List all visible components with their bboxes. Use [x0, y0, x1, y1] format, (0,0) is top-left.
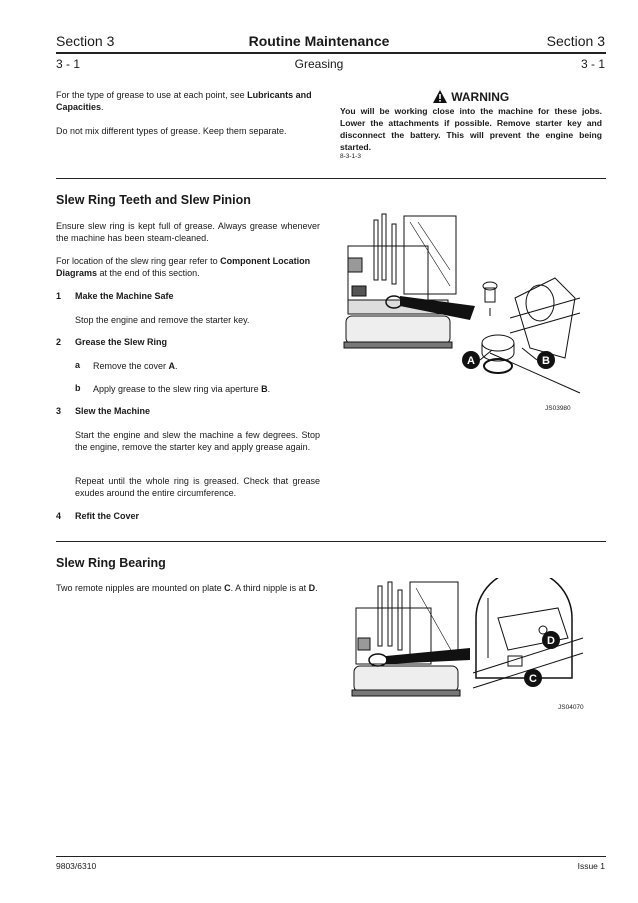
warning-text: You will be working close into the machine for these jobs. Lower the attachments if possible. Remove starter key and disconnect the battery. This will prevent the engine being started.: [340, 106, 602, 152]
slew-teeth-paragraph-2: For location of the slew ring gear refer to Component Location Diagrams at the end of this section.: [56, 256, 311, 278]
callout-b: B: [542, 355, 550, 367]
figure-ref-1: JS03980: [545, 405, 571, 412]
step-1-title: Make the Machine Safe: [75, 291, 174, 301]
figure-ref-2: JS04070: [558, 704, 584, 711]
step-1-number: 1: [56, 291, 62, 301]
callout-a: A: [467, 355, 475, 367]
document-number: 9803/6310: [56, 861, 97, 871]
slew-teeth-paragraph-1: Ensure slew ring is kept full of grease. Always grease whenever the machine has been steam-cleaned.: [56, 221, 320, 243]
section-heading-slew-teeth: Slew Ring Teeth and Slew Pinion: [56, 193, 251, 207]
callout-d: D: [547, 635, 555, 647]
section-divider-2: [56, 541, 606, 542]
step-4-number: 4: [56, 511, 62, 521]
slew-bearing-figure: [348, 578, 588, 708]
section-heading-slew-bearing: Slew Ring Bearing: [56, 556, 166, 570]
step-3-text-1: Start the engine and slew the machine a few degrees. Stop the engine, remove the starter key and apply grease again.: [75, 430, 320, 452]
section-label-right: Section 3: [546, 33, 605, 49]
step-2-title: Grease the Slew Ring: [75, 337, 168, 347]
warning-header: [340, 88, 602, 106]
footer-rule: [56, 856, 606, 857]
step-3-title: Slew the Machine: [75, 406, 151, 416]
lubricants-reference: Lubricants and Capacities: [56, 90, 312, 112]
component-location-reference: Component Location Diagrams: [56, 256, 311, 278]
page-title: Routine Maintenance: [248, 33, 390, 49]
header-rule: [56, 52, 606, 54]
section-divider-1: [56, 178, 606, 179]
warning-title: WARNING: [451, 90, 510, 104]
step-2a-letter: a: [75, 360, 81, 370]
step-4-title: Refit the Cover: [75, 511, 140, 521]
page-number-right: 3 - 1: [580, 57, 605, 71]
step-2b-text: Apply grease to the slew ring via aperture B.: [93, 384, 271, 394]
slew-bearing-paragraph: Two remote nipples are mounted on plate C. A third nipple is at D.: [56, 583, 318, 593]
warning-triangle-icon: [433, 90, 447, 103]
step-2-number: 2: [56, 337, 62, 347]
page-subtitle: Greasing: [294, 57, 344, 71]
step-2b-letter: b: [75, 383, 81, 393]
section-label-left: Section 3: [56, 33, 115, 49]
step-3-number: 3: [56, 406, 62, 416]
step-2a-text: Remove the cover A.: [93, 361, 178, 371]
intro-paragraph-2: Do not mix different types of grease. Keep them separate.: [56, 126, 287, 136]
issue-number: Issue 1: [577, 861, 605, 871]
warning-reference: 8-3-1-3: [340, 153, 361, 160]
intro-paragraph-1: For the type of grease to use at each point, see Lubricants and Capacities.: [56, 90, 312, 112]
step-3-text-2: Repeat until the whole ring is greased. Check that grease exudes around the entire circumference.: [75, 476, 320, 498]
slew-teeth-figure: [340, 208, 585, 413]
page-number-left: 3 - 1: [56, 57, 81, 71]
step-1-text: Stop the engine and remove the starter key.: [75, 315, 250, 325]
callout-c: C: [529, 673, 537, 685]
